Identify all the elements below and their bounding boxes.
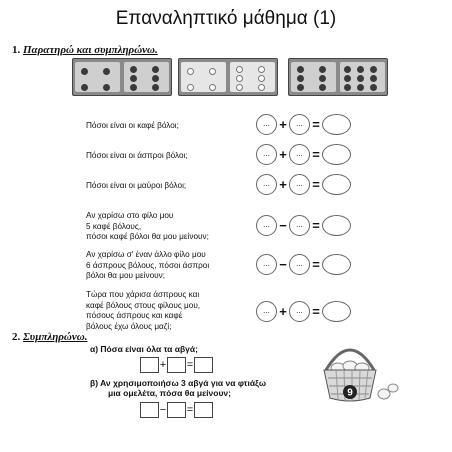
marble-black [297, 75, 304, 82]
marble-white [258, 66, 265, 73]
marble-brown [152, 75, 159, 82]
answer-circle[interactable]: ... [289, 254, 310, 275]
question-white-marbles: Πόσοι είναι οι άσπροι βόλοι; [86, 151, 188, 160]
domino-half [75, 62, 120, 92]
answer-box[interactable] [140, 402, 159, 418]
answer-circle[interactable]: ... [256, 254, 277, 275]
plus-sign: + [279, 147, 287, 162]
plus-sign: + [279, 177, 287, 192]
question-line: Αν χαρίσω σ' έναν άλλο φίλο μου [86, 250, 206, 259]
answer-box[interactable] [167, 402, 186, 418]
answer-circle[interactable]: ... [256, 215, 277, 236]
answer-circle-result[interactable] [322, 215, 351, 236]
answer-row-6 [256, 301, 351, 322]
answer-circle-result[interactable] [322, 301, 351, 322]
marble-black [297, 66, 304, 73]
marble-black [319, 75, 326, 82]
section-2-number: 2. [12, 331, 21, 343]
equals-sign: = [312, 304, 320, 319]
plus-sign: + [159, 359, 167, 371]
question-give-brown [86, 211, 209, 243]
marble-black [370, 84, 377, 91]
page-title: Επαναληπτικό μάθημα (1) [115, 8, 337, 29]
equals-sign: = [312, 257, 320, 272]
question-line: Τώρα που χάρισα άσπρους και [86, 290, 200, 299]
answer-row-1 [256, 114, 351, 135]
marble-brown [130, 84, 137, 91]
marble-brown [152, 84, 159, 91]
question-line: πόσοι καφέ βόλοι θα μου μείνουν; [86, 232, 209, 241]
marble-white [236, 66, 243, 73]
domino-half [181, 62, 226, 92]
answer-box[interactable] [194, 402, 213, 418]
answer-circle[interactable]: ... [289, 215, 310, 236]
marble-black [370, 66, 377, 73]
question-line: Αν χαρίσω στο φίλο μου [86, 211, 174, 220]
question-line: βόλους έχω όλους μαζί; [86, 321, 172, 331]
marble-black [319, 66, 326, 73]
answer-row-2 [256, 144, 351, 165]
marble-black [344, 84, 351, 91]
domino-half [124, 62, 169, 92]
marble-brown [130, 66, 137, 73]
answer-box[interactable] [194, 357, 213, 373]
section-1-number: 1. [12, 44, 21, 56]
question-line: 6 άσπρους βόλους, πόσοι άσπροι [86, 260, 210, 270]
equals-sign: = [312, 147, 320, 162]
marble-white [209, 68, 216, 75]
marble-brown [103, 84, 110, 91]
equals-sign: = [312, 117, 320, 132]
answer-circle[interactable]: ... [289, 301, 310, 322]
marble-white [236, 75, 243, 82]
answer-circle[interactable]: ... [289, 114, 310, 135]
answer-circle[interactable]: ... [256, 301, 277, 322]
minus-sign: − [159, 404, 167, 416]
plus-sign: + [279, 117, 287, 132]
marble-black [319, 84, 326, 91]
minus-sign: − [279, 257, 287, 272]
question-line: βόλοι θα μου μείνουν; [86, 271, 165, 280]
question-give-white [86, 250, 209, 282]
marble-white [209, 84, 216, 91]
answer-row-4 [256, 215, 351, 236]
marble-black [357, 75, 364, 82]
answer-row-3 [256, 174, 351, 195]
question-remaining-total [86, 290, 200, 332]
answer-box[interactable] [140, 357, 159, 373]
answer-circle-result[interactable] [322, 114, 351, 135]
question-line: μια ομελέτα, πόσα θα μείνουν; [108, 388, 231, 398]
answer-circle[interactable]: ... [256, 114, 277, 135]
marble-brown [152, 66, 159, 73]
marble-brown [103, 68, 110, 75]
marble-brown [81, 68, 88, 75]
question-line: καφέ βόλους στους φίλους μου, [86, 300, 201, 310]
question-line: β) Αν χρησιμοποιήσω 3 αβγά για να φτιάξω [90, 378, 267, 388]
marble-black [357, 66, 364, 73]
minus-sign: − [279, 218, 287, 233]
question-brown-marbles: Πόσοι είναι οι καφέ βόλοι; [86, 121, 179, 130]
marble-white [187, 68, 194, 75]
marble-white [236, 84, 243, 91]
question-a: α) Πόσα είναι όλα τα αβγά; [90, 344, 198, 354]
answer-circle[interactable]: ... [289, 144, 310, 165]
section-2-title: Συμπληρώνω. [23, 331, 88, 343]
domino-black [288, 58, 388, 96]
basket-number: 9 [347, 387, 353, 399]
marble-white [258, 84, 265, 91]
marble-brown [81, 84, 88, 91]
marble-black [344, 75, 351, 82]
egg-basket-icon [318, 336, 382, 406]
answer-circle[interactable]: ... [256, 144, 277, 165]
answer-row-5 [256, 254, 351, 275]
domino-half [230, 62, 275, 92]
marble-black [370, 75, 377, 82]
egg-icon [376, 380, 400, 402]
section-1-heading [12, 44, 158, 56]
answer-circle-result[interactable] [322, 254, 351, 275]
answer-row-b [140, 402, 213, 418]
marble-black [297, 84, 304, 91]
marble-black [357, 84, 364, 91]
domino-white [178, 58, 278, 96]
section-1-title: Παρατηρώ και συμπληρώνω. [23, 44, 158, 56]
answer-row-a [140, 357, 213, 373]
marble-brown [130, 75, 137, 82]
equals-sign: = [186, 359, 194, 371]
answer-circle-result[interactable] [322, 174, 351, 195]
answer-circle-result[interactable] [322, 144, 351, 165]
plus-sign: + [279, 304, 287, 319]
marble-black [344, 66, 351, 73]
marble-white [187, 84, 194, 91]
section-2-heading [12, 331, 87, 343]
domino-half [291, 62, 336, 92]
answer-box[interactable] [167, 357, 186, 373]
answer-circle[interactable]: ... [289, 174, 310, 195]
question-line: πόσους άσπρους και καφέ [86, 311, 183, 320]
equals-sign: = [186, 404, 194, 416]
question-black-marbles: Πόσοι είναι οι μαύροι βόλοι; [86, 181, 187, 190]
domino-half [340, 62, 385, 92]
answer-circle[interactable]: ... [256, 174, 277, 195]
equals-sign: = [312, 218, 320, 233]
question-line: 5 καφέ βόλους, [86, 221, 142, 231]
domino-brown [72, 58, 172, 96]
marble-white [258, 75, 265, 82]
question-b [90, 378, 266, 398]
equals-sign: = [312, 177, 320, 192]
